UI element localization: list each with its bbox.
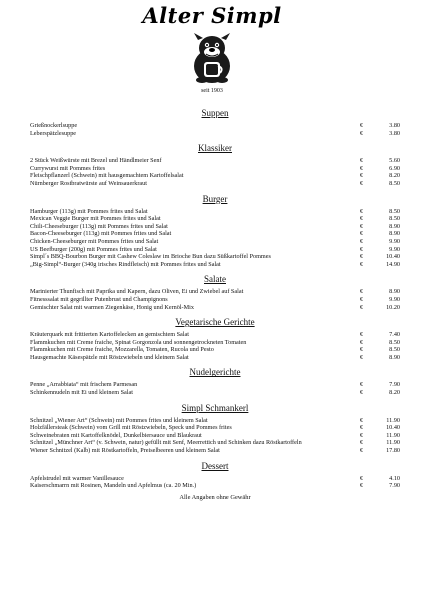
menu-item-currency: €	[360, 331, 364, 339]
menu-item	[30, 424, 400, 432]
menu-item-price: 5.60	[389, 157, 400, 165]
menu-item	[30, 389, 400, 397]
menu-item-name: Marinierter Thunfisch mit Paprika und Kapern, dazu Oliven, Ei und Zwiebel auf Salat	[30, 288, 244, 296]
menu-item	[30, 165, 400, 173]
menu-item	[30, 130, 400, 138]
menu-item-name: Flammkuchen mit Creme fraiche, Mozzarella, Tomaten, Rucola und Pesto	[30, 346, 214, 354]
menu-item-name: Simpl´s BBQ-Bourbon Burger mit Cashew Coleslaw im Brioche Bun dazu Süßkartoffel Pommes	[30, 253, 271, 261]
menu-item	[30, 172, 400, 180]
menu-item	[30, 447, 400, 455]
section-title: Klassiker	[198, 143, 232, 154]
menu-item-name: Leberspätzlesuppe	[30, 129, 77, 137]
menu-item	[30, 122, 400, 130]
section-title: Suppen	[201, 108, 229, 118]
menu-item-name: US Beefburger (200g) mit Pommes frites und Salat	[30, 245, 157, 253]
menu-item-price: 14.90	[386, 260, 400, 268]
menu-item-price: 9.90	[389, 245, 400, 253]
menu-item-currency: €	[360, 172, 364, 180]
menu-item-name: Schinkennudeln mit Ei und kleinem Salat	[30, 389, 133, 397]
menu-item	[30, 354, 400, 362]
menu-item-price: 9.90	[389, 295, 400, 303]
menu-section	[30, 367, 400, 396]
menu-item-currency: €	[360, 179, 364, 187]
menu-item-name: Flammkuchen mit Creme fraiche, Spinat Gorgonzola und sonnengetrockneten Tomaten	[30, 338, 247, 346]
menu-item	[30, 246, 400, 254]
section-title: Simpl Schmankerl	[181, 402, 249, 413]
menu-item-name: Fitnesssalat mit gegrillter Putenbrust und Champignons	[30, 295, 168, 303]
menu-item-currency: €	[360, 129, 364, 137]
menu-item-price: 8.90	[389, 353, 400, 361]
menu-item-name: Fleischpflanzerl (Schwein) mit hausgemachtem Kartoffelsalat	[30, 172, 184, 180]
menu-item-currency: €	[360, 260, 364, 268]
menu-item-price: 7.40	[389, 331, 400, 339]
menu-item-currency: €	[360, 164, 364, 172]
menu-item-currency: €	[360, 288, 364, 296]
restaurant-name: Alter Simpl	[142, 3, 282, 28]
menu-item-name: Bacon-Cheeseburger (113g) mit Pommes frites und Salat	[30, 230, 172, 238]
menu-item-currency: €	[360, 245, 364, 253]
menu-item	[30, 261, 400, 269]
since-year: seit 1903	[201, 88, 223, 94]
menu-item-name: Apfelstrudel mit warmer Vanillesauce	[30, 474, 124, 482]
menu-section	[30, 194, 400, 269]
menu-section	[30, 317, 400, 361]
menu-item	[30, 215, 400, 223]
menu-section	[30, 274, 400, 311]
menu-item	[30, 304, 400, 312]
menu-item-name: Wiener Schnitzel (Kalb) mit Röstkartoffeln, Preiselbeeren und kleinem Salat	[30, 447, 220, 455]
menu-item-price: 8.50	[389, 346, 400, 354]
menu-item-name: Gemischter Salat mit warmen Ziegenkäse, Honig und Kernöl-Mix	[30, 303, 194, 311]
menu-section	[30, 143, 400, 187]
menu-item-name: 2 Stück Weißwürste mit Brezel und Händlmeier Senf	[30, 157, 162, 165]
menu-item-price: 17.80	[386, 447, 400, 455]
menu-item-price: 8.90	[389, 288, 400, 296]
section-title: Salate	[204, 274, 226, 285]
menu-item-name: Schweinebraten mit Kartoffelknödel, Dunkelbiersauce und Blaukraut	[30, 431, 202, 439]
section-title: Nudelgerichte	[189, 367, 241, 378]
menu-item-price: 6.90	[389, 164, 400, 172]
menu-item-price: 8.90	[389, 222, 400, 230]
menu-item-name: Penne „Arrabbiata“ mit frischem Parmesan	[30, 381, 138, 389]
menu-item	[30, 346, 400, 354]
menu-item-price: 10.20	[386, 303, 400, 311]
menu-item-currency: €	[360, 222, 364, 230]
menu-item-currency: €	[360, 237, 364, 245]
menu-item	[30, 381, 400, 389]
menu-item	[30, 339, 400, 347]
menu-item-name: Holzfällersteak (Schwein) vom Grill mit Röstzwiebeln, Speck und Pommes frites	[30, 424, 232, 432]
menu-item-name: Chili-Cheeseburger (113g) mit Pommes frites und Salat	[30, 222, 168, 230]
menu-item-price: 10.40	[386, 424, 400, 432]
menu-item-currency: €	[360, 424, 364, 432]
menu-item-price: 7.90	[389, 482, 400, 490]
menu-item-price: 8.20	[389, 389, 400, 397]
menu-item-currency: €	[360, 482, 364, 490]
section-title: Vegetarische Gerichte	[175, 317, 255, 328]
menu-item	[30, 439, 400, 447]
menu-item-currency: €	[360, 353, 364, 361]
menu-item-currency: €	[360, 381, 364, 389]
menu-item-price: 8.20	[389, 172, 400, 180]
menu-item-currency: €	[360, 338, 364, 346]
menu-item-name: Hausgemachte Käsespätzle mit Röstzwiebeln und kleinem Salat	[30, 353, 189, 361]
menu-item	[30, 417, 400, 425]
menu-item-currency: €	[360, 295, 364, 303]
menu-item-name: Mexican Veggie Burger mit Pommes frites und Salat	[30, 215, 161, 223]
menu-item-name: Nürnberger Rostbratwürste auf Weinsauerkraut	[30, 179, 147, 187]
menu-item-name: Grießnockerlsuppe	[30, 122, 78, 129]
menu-item-name: Hamburger (113g) mit Pommes frites und Salat	[30, 207, 148, 215]
menu-item	[30, 288, 400, 296]
menu-item-price: 8.50	[389, 338, 400, 346]
menu-item-price: 8.50	[389, 179, 400, 187]
menu-item-currency: €	[360, 303, 364, 311]
menu-item-price: 8.50	[389, 215, 400, 223]
menu-section	[30, 403, 400, 455]
menu-item-price: 11.90	[386, 439, 400, 447]
menu-item-name: Kaiserschmarrn mit Rosinen, Mandeln und Apfelmus (ca. 20 Min.)	[30, 482, 197, 490]
menu-item	[30, 296, 400, 304]
menu-item-price: 8.50	[389, 207, 400, 215]
menu-item-currency: €	[360, 215, 364, 223]
menu-item-price: 8.90	[389, 230, 400, 238]
disclaimer-footer: Alle Angaben ohne Gewähr	[179, 493, 251, 501]
section-title: Burger	[202, 193, 228, 204]
menu-item-currency: €	[360, 157, 364, 165]
menu-item-price: 11.90	[386, 416, 400, 424]
menu-section	[30, 108, 400, 137]
menu-item-currency: €	[360, 346, 364, 354]
menu-item-currency: €	[360, 416, 364, 424]
menu-item-name: Chicken-Cheeseburger mit Pommes frites und Salat	[30, 237, 159, 245]
menu-section	[30, 461, 400, 490]
menu-item-currency: €	[360, 439, 364, 447]
menu-item-price: 3.80	[389, 129, 400, 137]
menu-item-currency: €	[360, 447, 364, 455]
menu-item	[30, 238, 400, 246]
menu-item-currency: €	[360, 389, 364, 397]
menu-item-price: 9.90	[389, 237, 400, 245]
menu-item	[30, 230, 400, 238]
menu-item-currency: €	[360, 431, 364, 439]
menu-item-name: Kräuterquark mit frittierten Kartoffelecken an gemischtem Salat	[30, 331, 189, 339]
menu-item	[30, 331, 400, 339]
restaurant-logo	[0, 4, 424, 95]
menu-item	[30, 482, 400, 490]
bulldog-mascot-icon	[184, 30, 240, 86]
menu-item-price: 3.80	[389, 122, 400, 129]
menu-item	[30, 180, 400, 188]
menu-item-currency: €	[360, 474, 364, 482]
menu-item-name: Schnitzel „Wiener Art“ (Schwein) mit Pommes frites und kleinem Salat	[30, 416, 208, 424]
section-title: Dessert	[201, 460, 229, 471]
menu-item	[30, 475, 400, 483]
menu-item-price: 7.90	[389, 381, 400, 389]
menu-item	[30, 432, 400, 440]
menu-item-currency: €	[360, 122, 364, 129]
menu-item	[30, 208, 400, 216]
menu-item-currency: €	[360, 207, 364, 215]
menu-item-name: Currywurst mit Pommes frites	[30, 164, 106, 172]
menu-item-price: 10.40	[386, 253, 400, 261]
menu-item-price: 11.90	[386, 431, 400, 439]
menu-item	[30, 223, 400, 231]
menu-list	[30, 108, 400, 502]
menu-item-currency: €	[360, 230, 364, 238]
menu-item-price: 4.10	[389, 474, 400, 482]
menu-item-currency: €	[360, 253, 364, 261]
menu-item	[30, 253, 400, 261]
menu-item-name: Schnitzel „Münchner Art“ (v. Schwein, natur) gefüllt mit Senf, Meerrettich und Schinken dazu Röstkartoffeln	[30, 439, 302, 447]
menu-item-name: „Big-Simpl“-Burger (340g irisches Rindfleisch) mit Pommes frites und Salat	[30, 260, 221, 268]
menu-item	[30, 157, 400, 165]
